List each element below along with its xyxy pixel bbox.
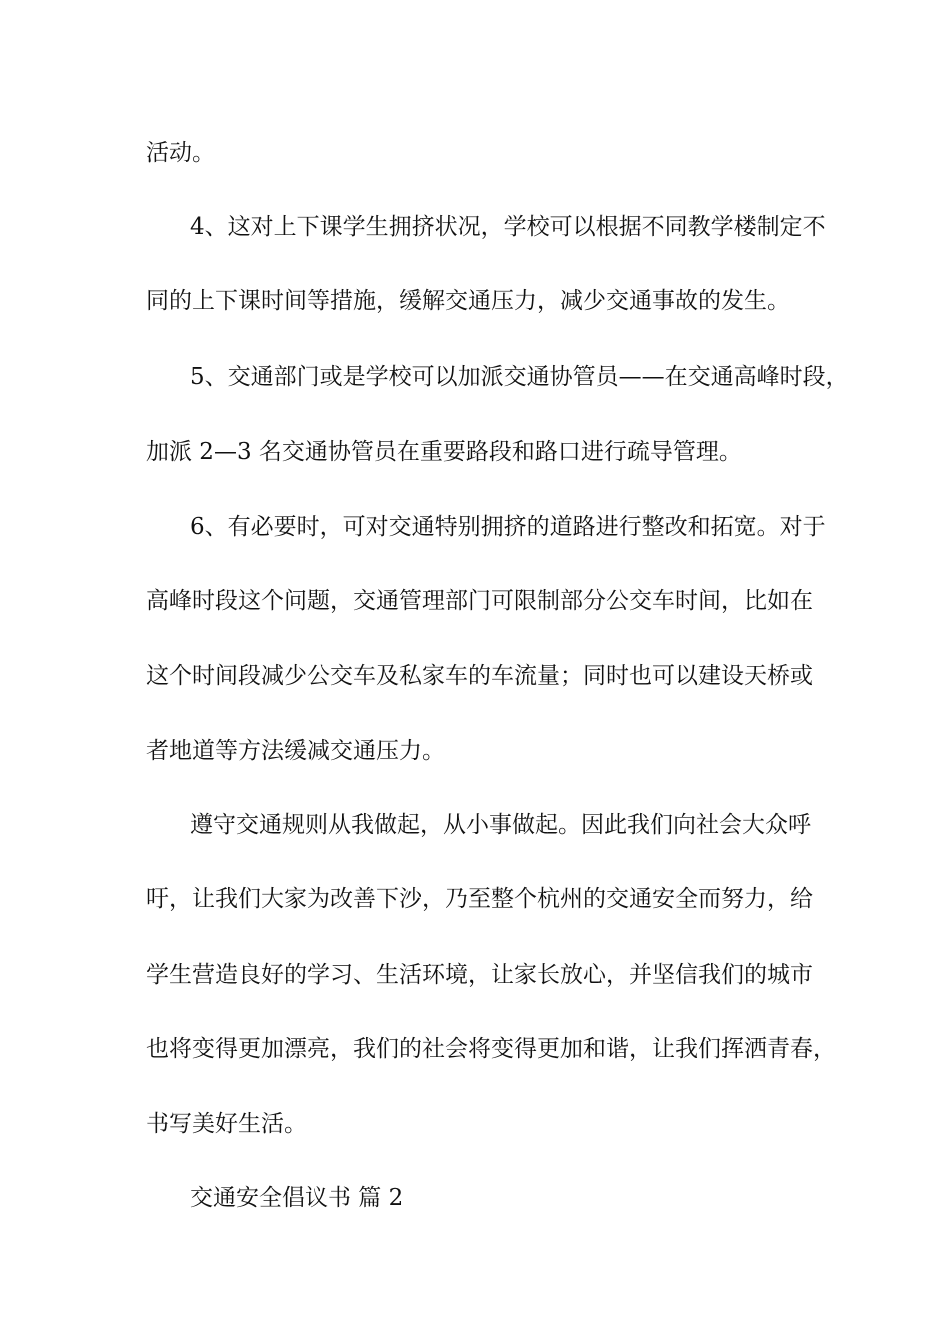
text-line: 4、这对上下课学生拥挤状况，学校可以根据不同教学楼制定不 [190, 214, 826, 240]
text-line: 这个时间段减少公交车及私家车的车流量；同时也可以建设天桥或 [146, 663, 813, 689]
text-line: 书写美好生活。 [146, 1111, 307, 1137]
text-line: 6、有必要时，可对交通特别拥挤的道路进行整改和拓宽。对于 [190, 514, 826, 540]
text-line: 加派 2—3 名交通协管员在重要路段和路口进行疏导管理。 [146, 439, 742, 465]
text-line: 吁，让我们大家为改善下沙，乃至整个杭州的交通安全而努力，给 [146, 886, 813, 912]
section-heading: 交通安全倡议书 篇 2 [190, 1185, 404, 1211]
text-line: 遵守交通规则从我做起，从小事做起。因此我们向社会大众呼 [190, 812, 811, 838]
text-line: 活动。 [146, 140, 215, 166]
text-line: 者地道等方法缓减交通压力。 [146, 738, 445, 764]
text-line: 也将变得更加漂亮，我们的社会将变得更加和谐，让我们挥洒青春， [146, 1036, 836, 1062]
text-line: 同的上下课时间等措施，缓解交通压力，减少交通事故的发生。 [146, 288, 790, 314]
text-line: 5、交通部门或是学校可以加派交通协管员——在交通高峰时段， [190, 364, 849, 390]
text-line: 高峰时段这个问题，交通管理部门可限制部分公交车时间，比如在 [146, 588, 813, 614]
text-line: 学生营造良好的学习、生活环境，让家长放心，并坚信我们的城市 [146, 962, 813, 988]
